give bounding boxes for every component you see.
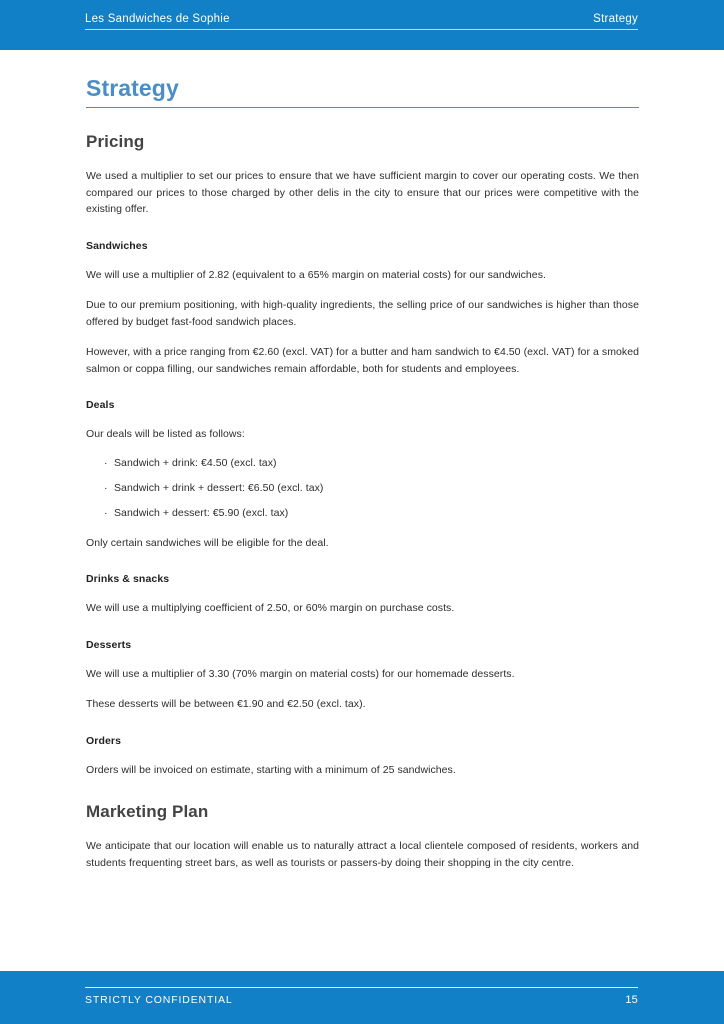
section-heading-marketing-plan: Marketing Plan [86, 802, 209, 821]
page-content [86, 74, 639, 871]
page-title: Strategy [86, 74, 639, 108]
list-item [86, 481, 639, 496]
drinks-snacks-paragraph-1: We will use a multiplying coefficient of 2.50, or 60% margin on purchase costs. [86, 602, 455, 614]
subsection-heading-orders: Orders [86, 734, 122, 747]
header-section-label: Strategy [593, 13, 638, 25]
list-item-label: Sandwich + drink: €4.50 (excl. tax) [114, 456, 277, 469]
subsection-heading-deals: Deals [86, 399, 115, 411]
deals-closing-paragraph: Only certain sandwiches will be eligible for the deal. [86, 536, 329, 549]
sandwiches-paragraph-1: We will use a multiplier of 2.82 (equivalent to a 65% margin on material costs) for our sandwiches. [86, 268, 546, 281]
sandwiches-paragraph-3: However, with a price ranging from €2.60 (excl. VAT) for a butter and ham sandwich to €4.50 (excl. VAT) for a smoked salmon or coppa filling, our sandwiches remain affordable, both for students and employees. [86, 346, 639, 375]
subsection-heading-drinks-snacks: Drinks & snacks [86, 573, 170, 585]
list-item-label: Sandwich + drink + dessert: €6.50 (excl. tax) [114, 481, 324, 494]
list-item [86, 456, 639, 471]
pricing-intro-paragraph: We used a multiplier to set our prices to ensure that we have sufficient margin to cover our operating costs. We then compared our prices to those charged by other delis in the city to ensure that our prices were competitive with the existing offer. [86, 170, 639, 215]
deals-lead-in: Our deals will be listed as follows: [86, 428, 245, 440]
marketing-plan-intro-paragraph: We anticipate that our location will enable us to naturally attract a local clientele composed of residents, workers and students frequenting street bars, as well as tourists or passers-by doing their shopping in the city centre. [86, 840, 639, 869]
bullet-icon: · [104, 506, 108, 519]
footer-page-number: 15 [625, 994, 638, 1006]
bullet-icon: · [104, 456, 108, 469]
subsection-heading-sandwiches: Sandwiches [86, 239, 148, 252]
header-rule-row [85, 12, 638, 30]
orders-paragraph-1: Orders will be invoiced on estimate, starting with a minimum of 25 sandwiches. [86, 763, 456, 776]
header-document-title: Les Sandwiches de Sophie [85, 13, 230, 25]
footer-confidentiality-label: STRICTLY CONFIDENTIAL [85, 994, 233, 1006]
footer-rule-row [85, 987, 638, 1007]
list-item-label: Sandwich + dessert: €5.90 (excl. tax) [114, 506, 289, 519]
deals-list [86, 456, 639, 521]
list-item [86, 506, 639, 521]
page-header [0, 0, 724, 50]
desserts-paragraph-2: These desserts will be between €1.90 and €2.50 (excl. tax). [86, 698, 366, 710]
desserts-paragraph-1: We will use a multiplier of 3.30 (70% margin on material costs) for our homemade desserts. [86, 667, 515, 680]
sandwiches-paragraph-2: Due to our premium positioning, with high-quality ingredients, the selling price of our sandwiches is higher than those offered by budget fast-food sandwich places. [86, 299, 639, 328]
bullet-icon: · [104, 481, 108, 494]
subsection-heading-desserts: Desserts [86, 638, 132, 651]
section-heading-pricing: Pricing [86, 132, 145, 151]
page-footer [0, 971, 724, 1024]
